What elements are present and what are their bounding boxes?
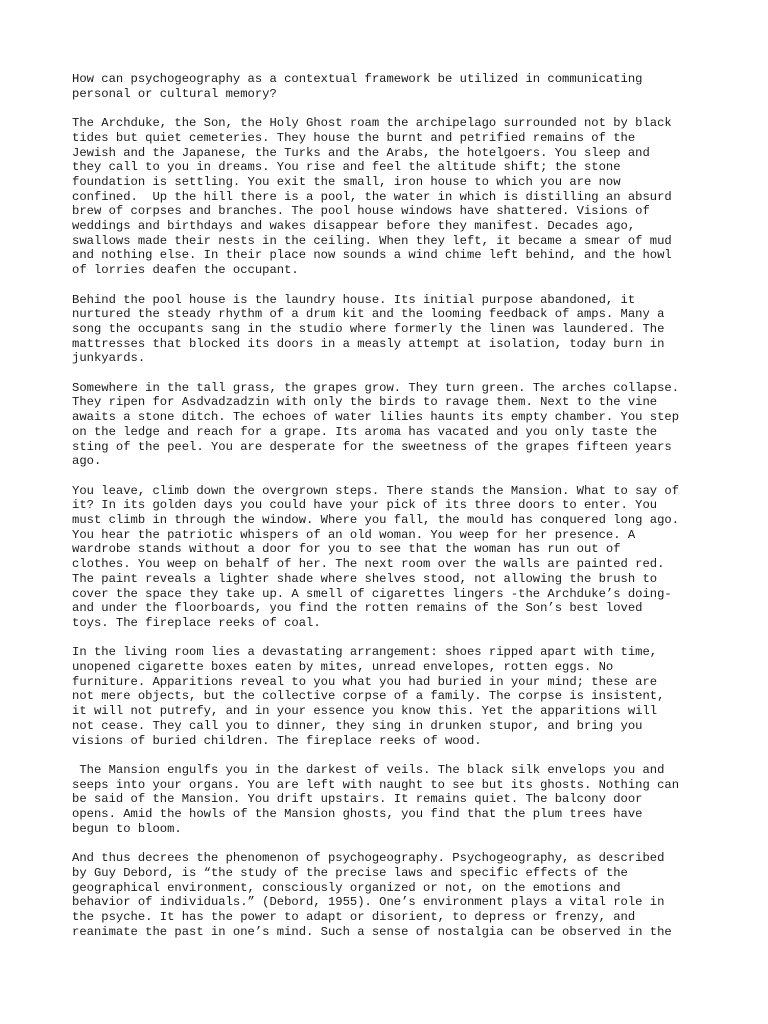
paragraph-mansion-entry: You leave, climb down the overgrown steps. There stands the Mansion. What to say of it? In its golden days you could have your pick of its three doors to enter. You must climb in through the window. Where you fall, the mould has conquered long ago. You hear the patriotic whispers of an old woman. You weep for her presence. A wardrobe stands without a door for you to see that the woman has run out of clothes. You weep on behalf of her. The next room over the walls are painted red. The paint reveals a lighter shade where shelves stood, not allowing the brush to cover the space they take up. A smell of cigarettes lingers -the Archduke’s doing- and under the floorboards, you find the rotten remains of the Son’s best loved toys. The fireplace reeks of coal.	[72, 483, 680, 630]
paragraph-mansion-veils: The Mansion engulfs you in the darkest of veils. The black silk envelops you and seeps into your organs. You are left with naught to see but its ghosts. Nothing can be said of the Mansion. You drift upstairs. It remains quiet. The balcony door opens. Amid the howls of the Mansion ghosts, you find that the plum trees have begun to bloom.	[72, 762, 680, 836]
paragraph-psychogeography: And thus decrees the phenomenon of psychogeography. Psychogeography, as described by Guy Debord, is “the study of the precise laws and specific effects of the geographical environment, consciously organized or not, on the emotions and behavior of individuals.” (Debord, 1955). One’s environment plays a vital role in the psyche. It has the power to adapt or disorient, to depress or frenzy, and reanimate the past in one’s mind. Such a sense of nostalgia can be observed in the	[72, 851, 672, 939]
paragraph-grapes: Somewhere in the tall grass, the grapes grow. They turn green. The arches collapse. They ripen for Asdvadzadzin with only the birds to ravage them. Next to the vine awaits a stone ditch. The echoes of water lilies haunts its empty chamber. You step on the ledge and reach for a grape. Its aroma has vacated and you only taste the sting of the peel. You are desperate for the sweetness of the grapes fifteen years ago.	[72, 380, 680, 469]
document-page	[72, 72, 702, 954]
paragraph-archipelago: The Archduke, the Son, the Holy Ghost roam the archipelago surrounded not by black tides but quiet cemeteries. They house the burnt and petrified remains of the Jewish and the Japanese, the Turks and the Arabs, the hotelgoers. You sleep and they call to you in dreams. You rise and feel the altitude shift; the stone foundation is settling. You exit the small, iron house to which you are now confined. Up the hill there is a pool, the water in which is distilling an absurd brew of corpses and branches. The pool house windows have shattered. Visions of weddings and birthdays and wakes disappear before they manifest. Decades ago, swallows made their nests in the ceiling. When they left, it became a smear of mud and nothing else. In their place now sounds a wind chime left behind, and the howl of lorries deafen the occupant.	[72, 116, 672, 278]
paragraph-living-room: In the living room lies a devastating arrangement: shoes ripped apart with time, unopened cigarette boxes eaten by mites, unread envelopes, rotten eggs. No furniture. Apparitions reveal to you what you had buried in your mind; these are not mere objects, but the collective corpse of a family. The corpse is insistent, it will not putrefy, and in your essence you know this. Yet the apparitions will not cease. They call you to dinner, they sing in drunken stupor, and bring you visions of buried children. The fireplace reeks of wood.	[72, 645, 665, 748]
research-question: How can psychogeography as a contextual framework be utilized in communicating personal or cultural memory?	[72, 72, 643, 101]
paragraph-laundry-house: Behind the pool house is the laundry house. Its initial purpose abandoned, it nurtured the steady rhythm of a drum kit and the looming feedback of amps. Many a song the occupants sang in the studio where formerly the linen was laundered. The mattresses that blocked its doors in a measly attempt at isolation, today burn in junkyards.	[72, 292, 665, 366]
